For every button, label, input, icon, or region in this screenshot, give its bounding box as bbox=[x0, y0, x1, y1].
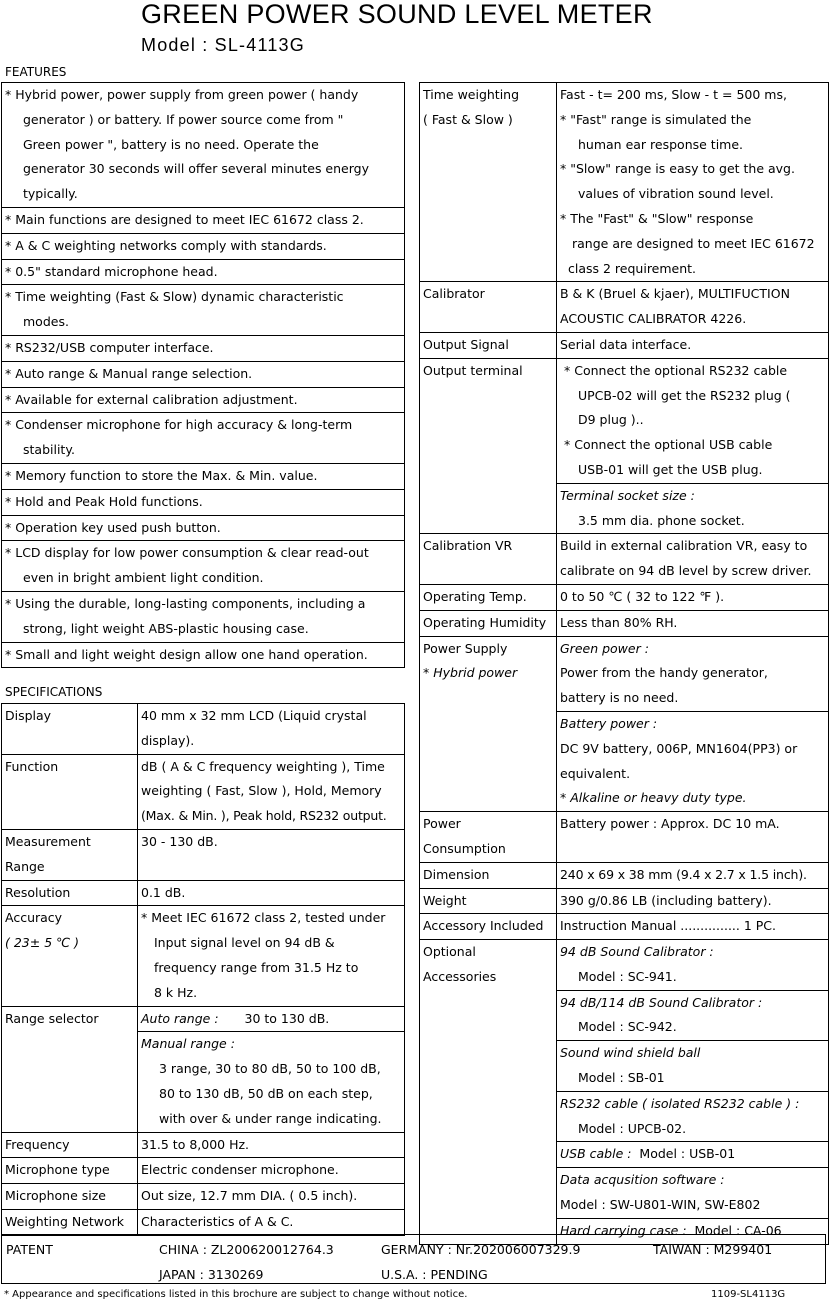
spec-row-accessory bbox=[420, 914, 829, 940]
feature-line: * A & C weighting networks comply with standards. bbox=[5, 237, 327, 253]
feature-item bbox=[2, 591, 405, 642]
spec-label bbox=[2, 829, 138, 880]
feature-line: * RS232/USB computer interface. bbox=[5, 339, 214, 355]
spec-row-output-signal bbox=[420, 332, 829, 358]
feature-item bbox=[2, 83, 405, 208]
spec-value: 0 to 50 ℃ ( 32 to 122 ℉ ). bbox=[557, 584, 829, 610]
optional-item-model: Model : SW-U801-WIN, SW-E802 bbox=[560, 1197, 761, 1213]
spec-label: Weight bbox=[420, 888, 557, 914]
spec-row-measurement-range bbox=[2, 829, 405, 880]
spec-line: D9 plug ).. bbox=[578, 412, 644, 428]
feature-row bbox=[2, 285, 405, 336]
feature-row bbox=[2, 387, 405, 413]
spec-value bbox=[557, 940, 829, 991]
spec-line: range are designed to meet IEC 61672 bbox=[572, 235, 815, 251]
spec-line: (Max. & Min. ), Peak hold, RS232 output. bbox=[141, 808, 387, 824]
spec-label-sub: ( 23± 5 ℃ ) bbox=[5, 935, 80, 951]
feature-line: generator ) or battery. If power source come from " bbox=[23, 111, 344, 127]
feature-item bbox=[2, 335, 405, 361]
spec-row-calibrator bbox=[420, 282, 829, 333]
spec-line: * The "Fast" & "Slow" response bbox=[560, 210, 754, 226]
spec-label-line: Time weighting bbox=[423, 87, 520, 102]
spec-value: Battery power : Approx. DC 10 mA. bbox=[557, 812, 829, 863]
feature-row bbox=[2, 642, 405, 668]
patent-box bbox=[1, 1234, 826, 1284]
optional-item-model: Model : UPCB-02. bbox=[578, 1120, 687, 1136]
spec-line: * Connect the optional USB cable bbox=[564, 437, 773, 453]
spec-value: Out size, 12.7 mm DIA. ( 0.5 inch). bbox=[138, 1184, 405, 1210]
feature-item bbox=[2, 463, 405, 489]
spec-row-weighting bbox=[2, 1209, 405, 1235]
spec-row-optional-1 bbox=[420, 940, 829, 991]
spec-label: Frequency bbox=[2, 1132, 138, 1158]
feature-line: generator 30 seconds will offer several minutes energy bbox=[23, 161, 369, 177]
spec-line: * "Fast" range is simulated the bbox=[560, 111, 752, 127]
feature-row bbox=[2, 361, 405, 387]
spec-value bbox=[138, 754, 405, 829]
spec-value: Characteristics of A & C. bbox=[138, 1209, 405, 1235]
feature-row bbox=[2, 335, 405, 361]
spec-line: with over & under range indicating. bbox=[159, 1110, 382, 1126]
spec-value: 30 - 130 dB. bbox=[138, 829, 405, 880]
spec-label-sub: * Hybrid power bbox=[423, 665, 518, 681]
spec-line: Fast - t= 200 ms, Slow - t = 500 ms, bbox=[560, 87, 787, 102]
spec-value: Electric condenser microphone. bbox=[138, 1158, 405, 1184]
spec-value: Instruction Manual ............... 1 PC. bbox=[557, 914, 829, 940]
feature-line: * 0.5" standard microphone head. bbox=[5, 263, 218, 279]
feature-row bbox=[2, 515, 405, 541]
spec-line: display). bbox=[141, 732, 195, 748]
spec-label bbox=[420, 83, 557, 282]
spec-line: 3.5 mm dia. phone socket. bbox=[578, 512, 745, 528]
feature-line: * Condenser microphone for high accuracy & long-term bbox=[5, 417, 353, 433]
feature-line: strong, light weight ABS-plastic housing case. bbox=[23, 620, 309, 636]
spec-line: B & K (Bruel & kjaer), MULTIFUCTION bbox=[560, 286, 790, 302]
spec-label: Calibrator bbox=[420, 282, 557, 333]
specifications-table bbox=[1, 703, 405, 1236]
optional-item-label: Sound wind shield ball bbox=[560, 1045, 701, 1061]
footer-code: 1109-SL4113G bbox=[711, 1289, 786, 1300]
battery-power-label: Battery power : bbox=[560, 715, 658, 731]
feature-item bbox=[2, 285, 405, 336]
spec-label: Output terminal bbox=[420, 358, 557, 534]
feature-item bbox=[2, 259, 405, 285]
spec-value bbox=[557, 534, 829, 585]
spec-line: values of vibration sound level. bbox=[578, 186, 774, 202]
optional-item-model: Model : SC-942. bbox=[578, 1019, 677, 1035]
spec-line: * Meet IEC 61672 class 2, tested under bbox=[141, 910, 386, 926]
feature-item bbox=[2, 541, 405, 592]
feature-line: modes. bbox=[23, 314, 69, 330]
spec-label: Microphone type bbox=[2, 1158, 138, 1184]
spec-line: USB-01 will get the USB plug. bbox=[578, 461, 763, 477]
spec-label bbox=[420, 940, 557, 1245]
spec-value: 0.1 dB. bbox=[138, 880, 405, 906]
feature-row bbox=[2, 259, 405, 285]
spec-label: Operating Temp. bbox=[420, 584, 557, 610]
feature-item bbox=[2, 361, 405, 387]
spec-label-line: Measurement bbox=[5, 833, 91, 849]
spec-label: Microphone size bbox=[2, 1184, 138, 1210]
spec-value bbox=[138, 704, 405, 755]
spec-value bbox=[557, 636, 829, 711]
patent-taiwan: TAIWAN : M299401 bbox=[653, 1242, 773, 1257]
feature-line: stability. bbox=[23, 442, 75, 458]
green-power-label: Green power : bbox=[560, 640, 649, 656]
spec-value bbox=[138, 906, 405, 1006]
spec-value bbox=[138, 1032, 405, 1132]
specifications-heading: SPECIFICATIONS bbox=[5, 685, 103, 699]
spec-line: * "Slow" range is easy to get the avg. bbox=[560, 161, 795, 177]
spec-line: 3 range, 30 to 80 dB, 50 to 100 dB, bbox=[159, 1061, 381, 1077]
page-title: GREEN POWER SOUND LEVEL METER bbox=[141, 0, 653, 29]
optional-item-label: Hard carrying case : bbox=[560, 1222, 687, 1238]
model-number: Model : SL-4113G bbox=[141, 35, 305, 55]
feature-item bbox=[2, 489, 405, 515]
spec-label: Function bbox=[2, 754, 138, 829]
spec-value: 390 g/0.86 LB (including battery). bbox=[557, 888, 829, 914]
spec-label bbox=[420, 812, 557, 863]
optional-item-label: RS232 cable ( isolated RS232 cable ) : bbox=[560, 1095, 800, 1111]
feature-row bbox=[2, 489, 405, 515]
spec-value bbox=[557, 1142, 829, 1168]
feature-row bbox=[2, 83, 405, 208]
spec-row-power-supply bbox=[420, 636, 829, 711]
spec-label bbox=[420, 636, 557, 812]
spec-label-line: Optional bbox=[423, 944, 476, 960]
feature-line: * Using the durable, long-lasting components, including a bbox=[5, 595, 366, 611]
spec-line: DC 9V battery, 006P, MN1604(PP3) or bbox=[560, 740, 798, 756]
spec-line: calibrate on 94 dB level by screw driver. bbox=[560, 563, 812, 579]
feature-row bbox=[2, 541, 405, 592]
battery-note: * Alkaline or heavy duty type. bbox=[560, 790, 747, 806]
spec-value bbox=[557, 1168, 829, 1219]
spec-label: Operating Humidity bbox=[420, 610, 557, 636]
feature-row bbox=[2, 233, 405, 259]
features-heading: FEATURES bbox=[5, 65, 67, 79]
spec-line: human ear response time. bbox=[578, 136, 744, 152]
feature-line: * Auto range & Manual range selection. bbox=[5, 365, 253, 381]
spec-row-range-selector bbox=[2, 1006, 405, 1032]
patent-label: PATENT bbox=[6, 1242, 53, 1257]
spec-row-operating-humidity bbox=[420, 610, 829, 636]
spec-line: Build in external calibration VR, easy to bbox=[560, 538, 808, 554]
spec-label: Dimension bbox=[420, 862, 557, 888]
spec-value bbox=[557, 83, 829, 282]
spec-row-output-terminal bbox=[420, 358, 829, 483]
manual-range-label: Manual range : bbox=[141, 1036, 235, 1052]
terminal-socket-label: Terminal socket size : bbox=[560, 487, 695, 503]
spec-row-power-consumption bbox=[420, 812, 829, 863]
feature-line: * Operation key used push button. bbox=[5, 519, 221, 535]
spec-row-operating-temp bbox=[420, 584, 829, 610]
auto-range-label: Auto range : bbox=[141, 1010, 219, 1026]
spec-row-dimension bbox=[420, 862, 829, 888]
feature-row bbox=[2, 207, 405, 233]
spec-label-line: Power bbox=[423, 816, 461, 832]
optional-item-label: Data acqusition software : bbox=[560, 1172, 725, 1188]
spec-line: 8 k Hz. bbox=[154, 984, 198, 1000]
spec-value bbox=[557, 990, 829, 1041]
spec-row-time-weighting bbox=[420, 83, 829, 282]
feature-line: even in bright ambient light condition. bbox=[23, 570, 264, 586]
optional-item-model: Model : CA-06 bbox=[694, 1222, 782, 1238]
spec-value bbox=[557, 1041, 829, 1092]
spec-value bbox=[557, 483, 829, 534]
footer-note: * Appearance and specifications listed in this brochure are subject to change without notice. bbox=[4, 1289, 468, 1300]
feature-row bbox=[2, 413, 405, 464]
spec-line: class 2 requirement. bbox=[568, 260, 697, 276]
spec-row-display bbox=[2, 704, 405, 755]
feature-line: * Hold and Peak Hold functions. bbox=[5, 493, 203, 509]
spec-value bbox=[557, 711, 829, 811]
spec-label: Weighting Network bbox=[2, 1209, 138, 1235]
spec-label-line: Accuracy bbox=[5, 910, 63, 926]
spec-label: Accessory Included bbox=[420, 914, 557, 940]
spec-row-function bbox=[2, 754, 405, 829]
spec-value: 31.5 to 8,000 Hz. bbox=[138, 1132, 405, 1158]
features-table bbox=[1, 82, 405, 668]
spec-line: frequency range from 31.5 Hz to bbox=[154, 959, 359, 975]
right-specifications-table bbox=[419, 82, 829, 1245]
spec-line: Input signal level on 94 dB & bbox=[154, 935, 335, 951]
spec-label: Resolution bbox=[2, 880, 138, 906]
feature-row bbox=[2, 591, 405, 642]
optional-item-label: 94 dB Sound Calibrator : bbox=[560, 944, 714, 960]
feature-row bbox=[2, 463, 405, 489]
patent-japan: JAPAN : 3130269 bbox=[159, 1267, 264, 1282]
feature-item bbox=[2, 413, 405, 464]
feature-item bbox=[2, 515, 405, 541]
spec-line: 40 mm x 32 mm LCD (Liquid crystal bbox=[141, 708, 367, 723]
feature-line: * Hybrid power, power supply from green power ( handy bbox=[5, 87, 359, 102]
spec-line: dB ( A & C frequency weighting ), Time bbox=[141, 758, 385, 774]
spec-row-weight bbox=[420, 888, 829, 914]
feature-line: typically. bbox=[23, 186, 78, 202]
spec-line: equivalent. bbox=[560, 765, 631, 781]
spec-line: UPCB-02 will get the RS232 plug ( bbox=[578, 387, 791, 403]
spec-label: Calibration VR bbox=[420, 534, 557, 585]
spec-line: weighting ( Fast, Slow ), Hold, Memory bbox=[141, 783, 382, 799]
spec-line: Power from the handy generator, bbox=[560, 665, 768, 681]
spec-value bbox=[557, 1091, 829, 1142]
spec-row-mic-size bbox=[2, 1184, 405, 1210]
feature-line: Green power ", battery is no need. Operate the bbox=[23, 136, 319, 152]
feature-line: * LCD display for low power consumption & clear read-out bbox=[5, 545, 369, 561]
spec-value: Less than 80% RH. bbox=[557, 610, 829, 636]
spec-row-calibration-vr bbox=[420, 534, 829, 585]
spec-line: * Connect the optional RS232 cable bbox=[564, 362, 788, 378]
optional-item-model: Model : SC-941. bbox=[578, 968, 677, 984]
feature-item bbox=[2, 642, 405, 668]
feature-item bbox=[2, 207, 405, 233]
spec-label: Output Signal bbox=[420, 332, 557, 358]
feature-line: * Available for external calibration adjustment. bbox=[5, 391, 298, 407]
spec-value: Serial data interface. bbox=[557, 332, 829, 358]
spec-value bbox=[138, 1006, 405, 1032]
patent-china: CHINA : ZL200620012764.3 bbox=[159, 1242, 334, 1257]
spec-line: 80 to 130 dB, 50 dB on each step, bbox=[159, 1085, 373, 1101]
feature-line: * Small and light weight design allow one hand operation. bbox=[5, 646, 368, 662]
spec-label-line: Range bbox=[5, 858, 45, 874]
spec-line: battery is no need. bbox=[560, 690, 679, 706]
optional-item-label: 94 dB/114 dB Sound Calibrator : bbox=[560, 994, 763, 1010]
feature-item bbox=[2, 233, 405, 259]
spec-value bbox=[557, 358, 829, 483]
auto-range-value: 30 to 130 dB. bbox=[244, 1010, 330, 1026]
spec-label bbox=[2, 906, 138, 1006]
optional-item-label: USB cable : bbox=[560, 1146, 632, 1162]
spec-label: Display bbox=[2, 704, 138, 755]
spec-label-line: Power Supply bbox=[423, 640, 508, 656]
spec-value bbox=[557, 282, 829, 333]
spec-line: ACOUSTIC CALIBRATOR 4226. bbox=[560, 311, 747, 327]
feature-line: * Time weighting (Fast & Slow) dynamic characteristic bbox=[5, 289, 344, 305]
spec-row-resolution bbox=[2, 880, 405, 906]
spec-row-frequency bbox=[2, 1132, 405, 1158]
spec-row-mic-type bbox=[2, 1158, 405, 1184]
spec-label-line: Consumption bbox=[423, 840, 506, 856]
feature-line: * Memory function to store the Max. & Min. value. bbox=[5, 467, 318, 483]
feature-line: * Main functions are designed to meet IEC 61672 class 2. bbox=[5, 211, 364, 227]
spec-label-line: ( Fast & Slow ) bbox=[423, 111, 513, 127]
spec-value: 240 x 69 x 38 mm (9.4 x 2.7 x 1.5 inch). bbox=[557, 862, 829, 888]
feature-item bbox=[2, 387, 405, 413]
optional-item-model: Model : USB-01 bbox=[639, 1146, 736, 1162]
spec-row-accuracy bbox=[2, 906, 405, 1006]
spec-label: Range selector bbox=[2, 1006, 138, 1132]
spec-label-line: Accessories bbox=[423, 968, 497, 984]
patent-germany: GERMANY : Nr.202006007329.9 bbox=[381, 1242, 581, 1257]
optional-item-model: Model : SB-01 bbox=[578, 1070, 665, 1086]
patent-usa: U.S.A. : PENDING bbox=[381, 1267, 488, 1282]
